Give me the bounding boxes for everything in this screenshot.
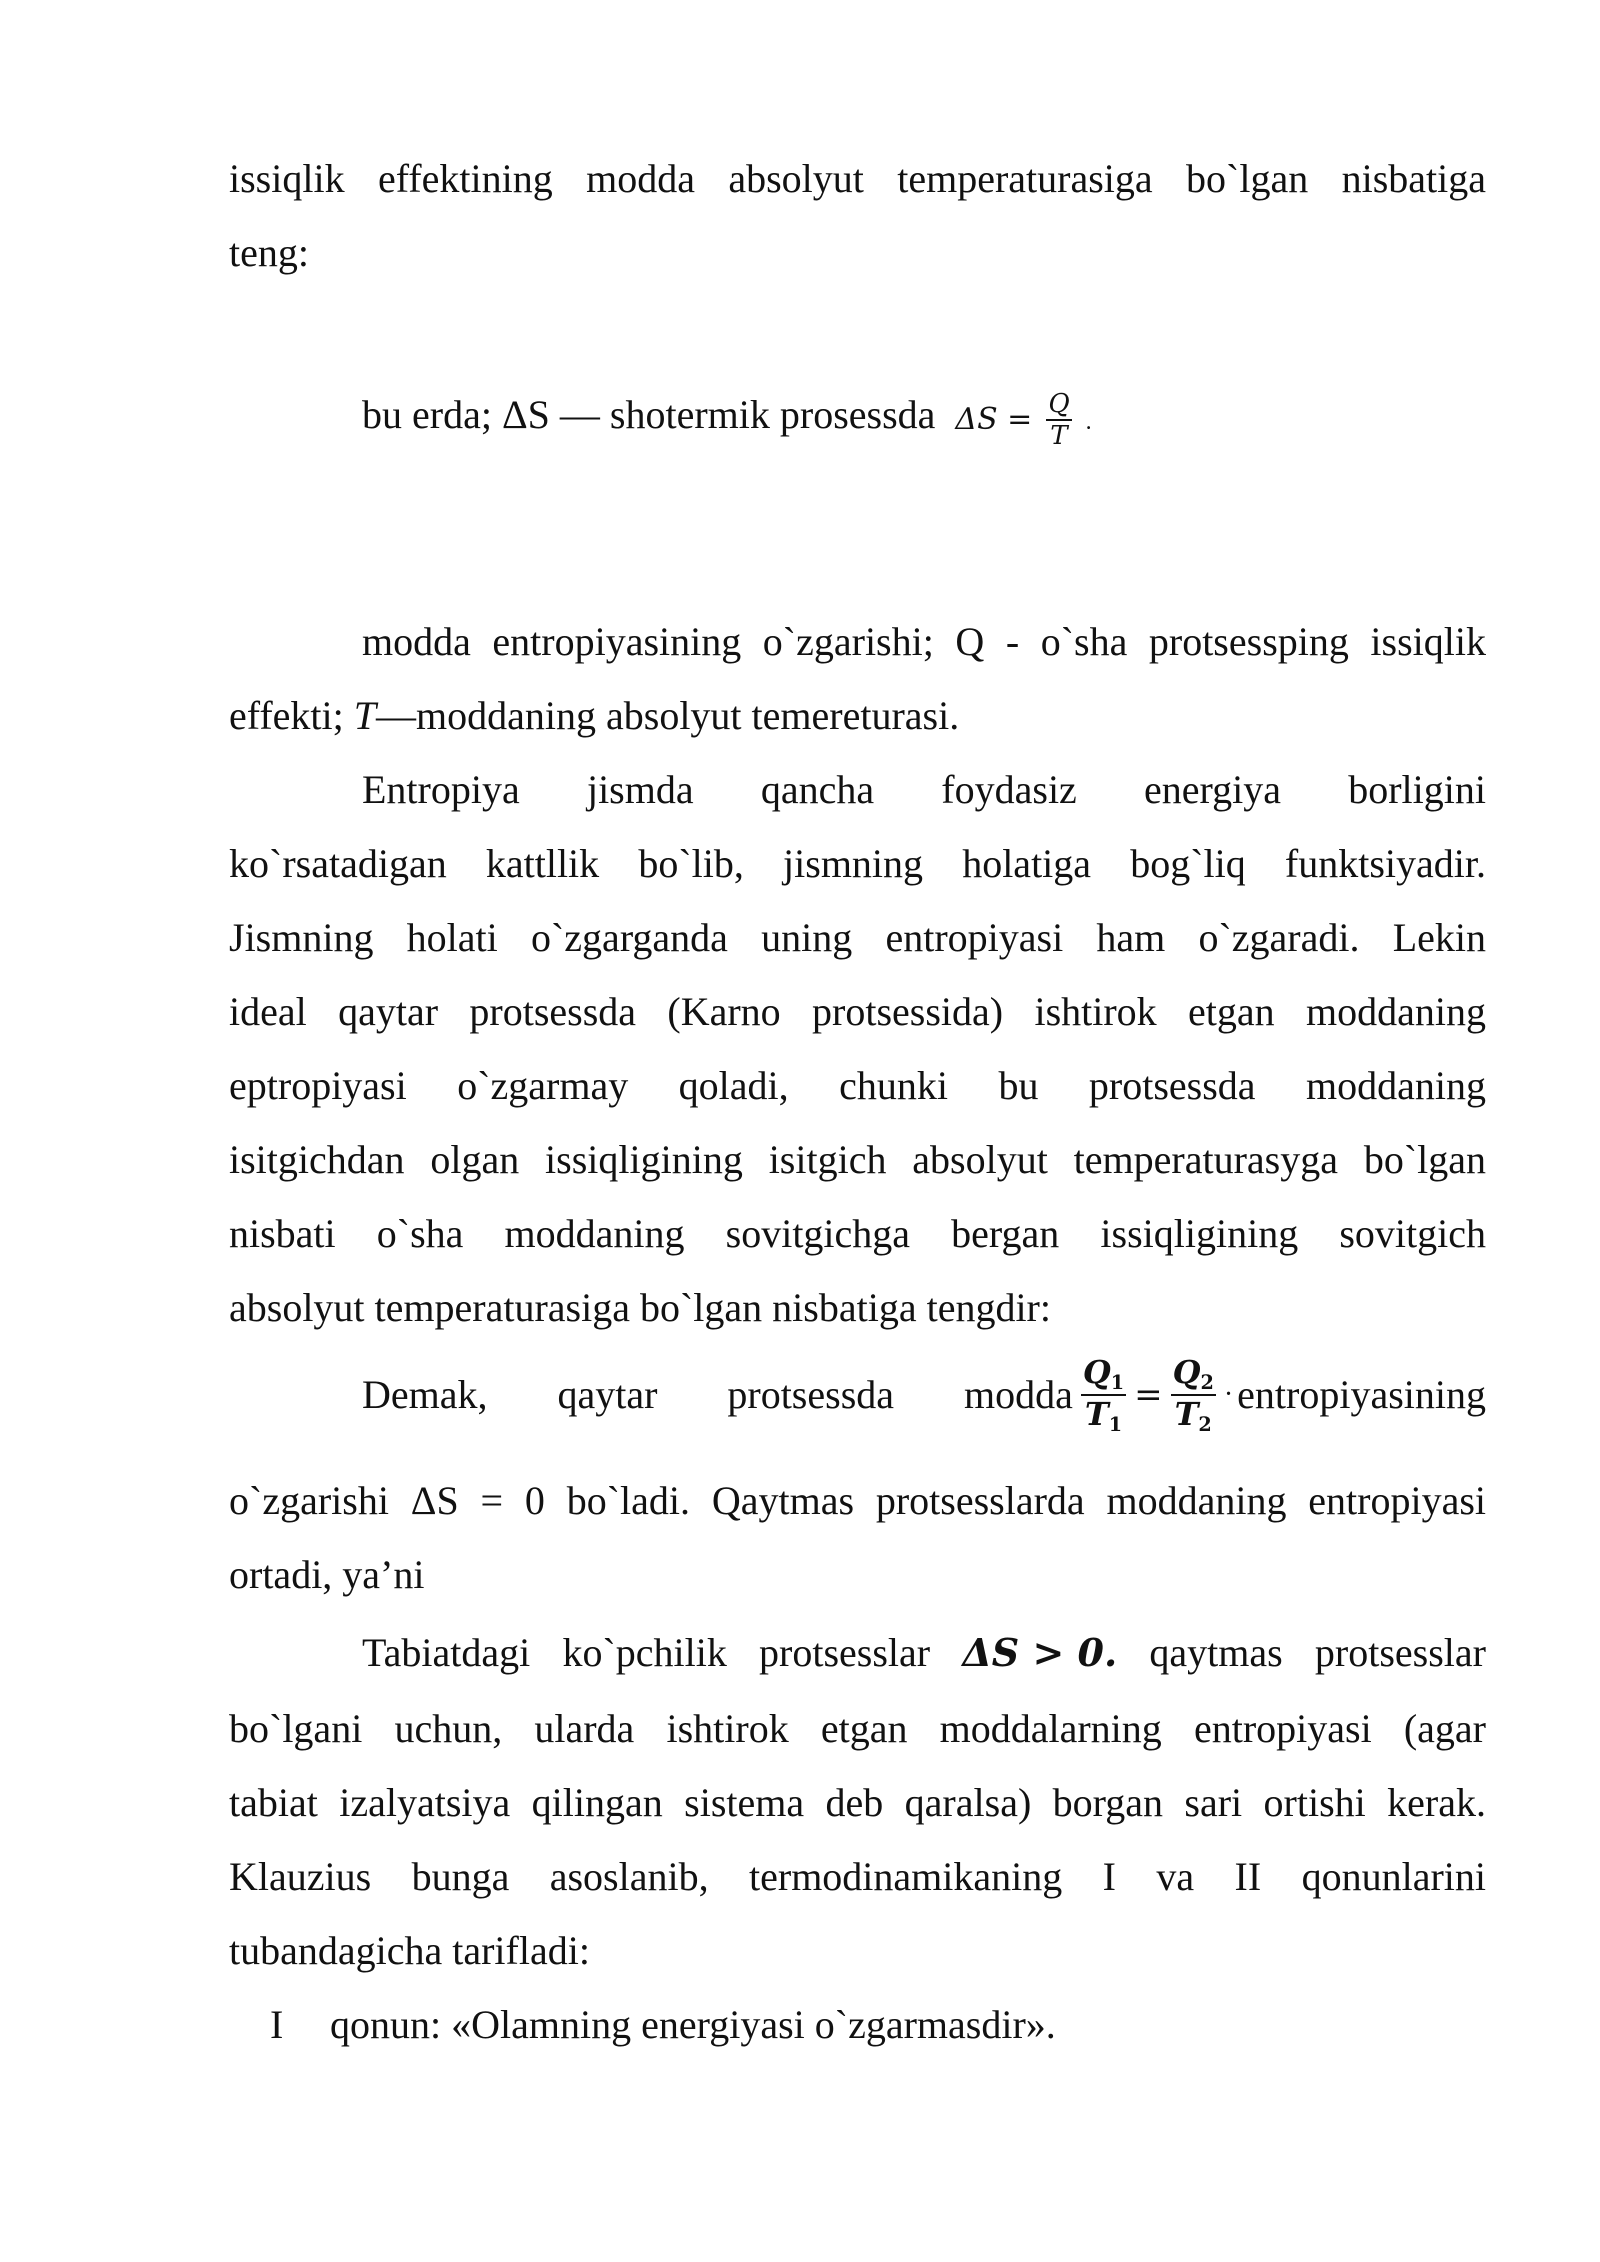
- paragraph-line: eptropiyasi o`zgarmay qoladi, chunki bu protsessda moddaning: [229, 1063, 1486, 1108]
- text-run: protsesslar: [1314, 1630, 1486, 1675]
- text-run: modda: [963, 1372, 1073, 1417]
- paragraph-line: Entropiya jismda qancha foydasiz energiya borligini: [362, 767, 1486, 812]
- paragraph-line: Klauzius bunga asoslanib, termodinamikaning I va II qonunlarini: [229, 1854, 1486, 1899]
- list-text: qonun: «Olamning energiyasi o`zgarmasdir».: [330, 2002, 1056, 2047]
- formula-line: [362, 388, 1486, 458]
- text-run: —moddaning absolyut temereturasi.: [376, 693, 960, 738]
- text-run: Tabiatdagi: [362, 1630, 531, 1675]
- text-run: protsessda: [727, 1372, 895, 1417]
- paragraph-line: isitgichdan olgan issiqligining isitgich absolyut temperaturasyga bo`lgan: [229, 1137, 1486, 1182]
- text-run: qaytmas: [1149, 1630, 1283, 1675]
- fraction-denominator: $T_2$: [1174, 1395, 1212, 1436]
- text-run: protsesslar: [759, 1630, 931, 1675]
- text-run: effekti;: [229, 693, 354, 738]
- paragraph-line: ideal qaytar protsessda (Karno protsessida) ishtirok etgan moddaning: [229, 989, 1486, 1034]
- italic-symbol: T: [353, 693, 377, 738]
- paragraph-line: absolyut temperaturasiga bo`lgan nisbatiga tengdir:: [229, 1285, 1051, 1330]
- paragraph-line: tubandagicha tarifladi:: [229, 1928, 590, 1973]
- paragraph-line: bo`lgani uchun, ularda ishtirok etgan moddalarning entropiyasi (agar: [229, 1706, 1486, 1751]
- formula-tail: ·: [1223, 1379, 1234, 1410]
- fraction-numerator: Q: [1048, 388, 1070, 419]
- paragraph-line: nisbati o`sha moddaning sovitgichga bergan issiqligining sovitgich: [229, 1211, 1486, 1256]
- paragraph-line: tabiat izalyatsiya qilingan sistema deb qaralsa) borgan sari ortishi kerak.: [229, 1780, 1486, 1825]
- fraction-denominator: $T_1$: [1084, 1395, 1123, 1436]
- formula-fraction: [1046, 388, 1071, 451]
- list-number: I: [270, 2002, 284, 2047]
- paragraph-line: Jismning holati o`zgarganda uning entropiyasi ham o`zgaradi. Lekin: [229, 915, 1486, 960]
- text-run: qaytar: [557, 1372, 658, 1417]
- paragraph-line: ortadi, ya’ni: [229, 1552, 425, 1597]
- carnot-formula-group: [964, 1350, 1486, 1440]
- fraction-numerator: $Q_2$: [1171, 1356, 1216, 1396]
- list-item: [270, 1998, 1270, 2052]
- paragraph-line: [229, 689, 1486, 743]
- paragraph-line: issiqlik effektining modda absolyut temperaturasiga bo`lgan nisbatiga: [229, 156, 1486, 201]
- formula-caption: bu erda; ΔS — shotermik prosessda: [362, 392, 936, 437]
- formula-tail: .: [1085, 408, 1092, 435]
- fraction-numerator: $Q_1$: [1081, 1356, 1126, 1396]
- formula-line: [362, 1620, 1486, 1686]
- paragraph-line: modda entropiyasining o`zgarishi; Q - o`sha protsessping issiqlik: [362, 619, 1486, 664]
- paragraph-line: o`zgarishi ΔS = 0 bo`ladi. Qaytmas protsesslarda moddaning entropiyasi: [229, 1478, 1486, 1523]
- text-run: entropiyasining: [1237, 1372, 1486, 1417]
- formula-line: [362, 1350, 1486, 1440]
- equals-sign: =: [1134, 1375, 1163, 1415]
- entropy-formula: [955, 389, 1091, 449]
- formula-fraction-right: [1171, 1353, 1216, 1436]
- text-run: ko`pchilik: [562, 1630, 727, 1675]
- formula-lhs: ΔS =: [955, 401, 1033, 437]
- text-run: Demak,: [362, 1372, 488, 1417]
- inequality-formula: ΔS > 0.: [962, 1630, 1118, 1675]
- formula-fraction-left: [1081, 1353, 1126, 1436]
- fraction-denominator: T: [1050, 420, 1068, 451]
- paragraph-line: teng:: [229, 230, 309, 275]
- paragraph-line: ko`rsatadigan kattllik bo`lib, jismning holatiga bog`liq funktsiyadir.: [229, 841, 1486, 886]
